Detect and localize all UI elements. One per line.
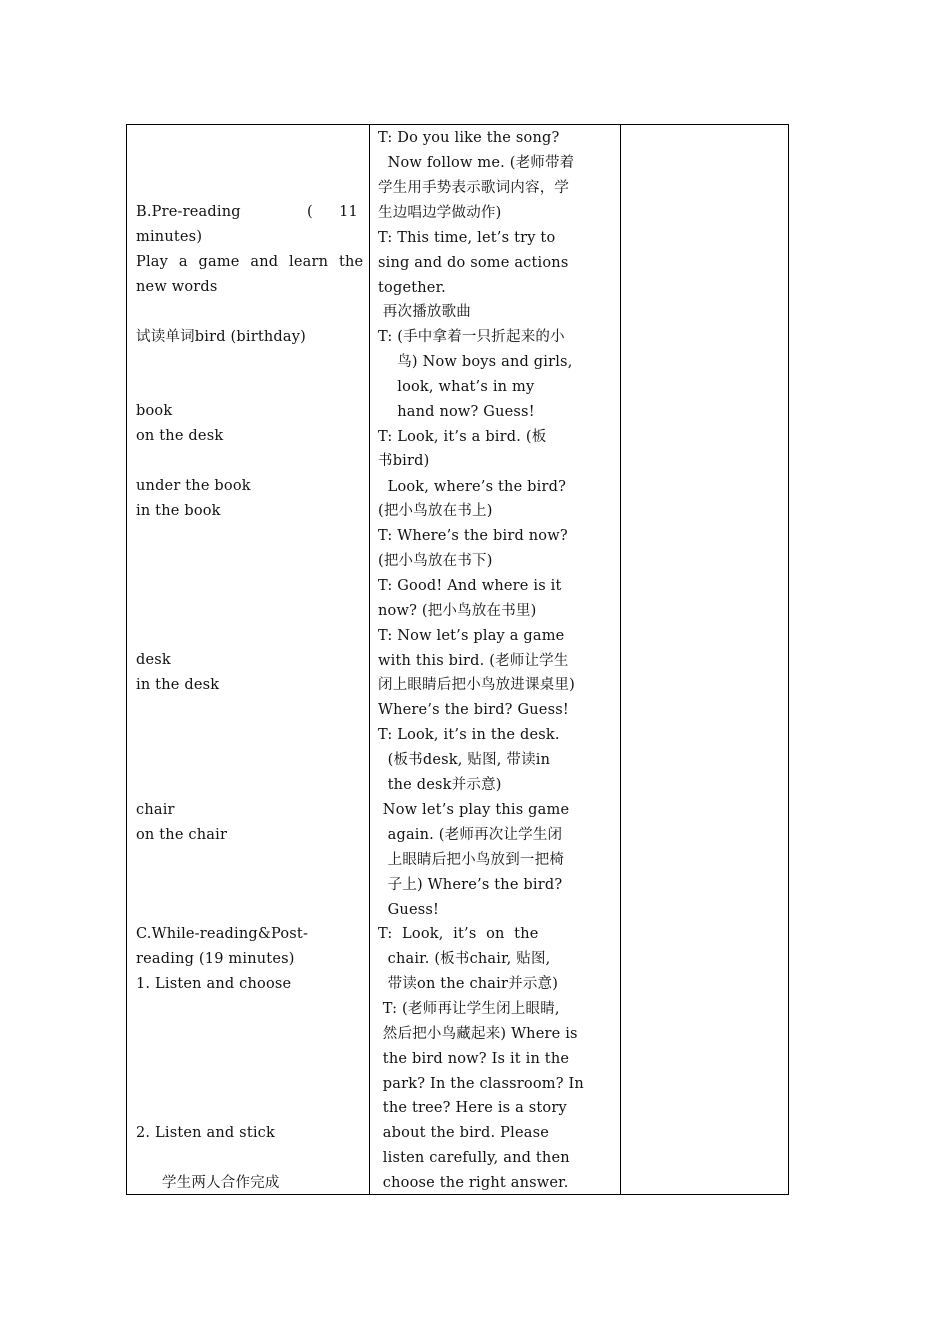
phrase-on-the-chair: on the chair xyxy=(136,827,228,843)
try-read-word: 试读单词bird (birthday) xyxy=(136,329,306,345)
teacher-script-line: park? In the classroom? In xyxy=(378,1076,584,1092)
teacher-script-line: 然后把小鸟藏起来) Where is xyxy=(378,1026,578,1042)
teacher-script-line: T: Look, it’s a bird. (板 xyxy=(378,429,547,445)
phrase-under-the-book: under the book xyxy=(136,478,251,494)
teacher-script-line: (板书desk, 贴图, 带读in xyxy=(378,752,551,768)
teacher-script-line: the bird now? Is it in the xyxy=(378,1051,570,1067)
phrase-in-the-book: in the book xyxy=(136,503,221,519)
teacher-script-line: 鸟) Now boys and girls, xyxy=(378,354,573,370)
play-game-line1: Play a game and learn the xyxy=(136,254,364,270)
notes-column xyxy=(620,125,788,1194)
teacher-script-line: T: (手中拿着一只折起来的小 xyxy=(378,329,565,345)
teacher-script-line: Where’s the bird? Guess! xyxy=(378,702,569,718)
teacher-script-line: 生边唱边学做动作) xyxy=(378,205,502,221)
pair-work-note: 学生两人合作完成 xyxy=(162,1175,280,1191)
teacher-script-line: 带读on the chair并示意) xyxy=(378,976,559,992)
teacher-script-line: T: This time, let’s try to xyxy=(378,230,556,246)
teacher-script-line: Now let’s play this game xyxy=(378,802,570,818)
pre-reading-minutes: minutes) xyxy=(136,229,203,245)
teacher-script-line: Guess! xyxy=(378,902,440,918)
teacher-script-line: hand now? Guess! xyxy=(378,404,535,420)
teacher-script-line: Look, where’s the bird? xyxy=(378,479,567,495)
step-listen-stick: 2. Listen and stick xyxy=(136,1125,275,1141)
teacher-script-line: T: (老师再让学生闭上眼睛, xyxy=(378,1001,560,1017)
teacher-script-line: Now follow me. (老师带着 xyxy=(378,155,575,171)
teacher-script-line: T: Where’s the bird now? xyxy=(378,528,568,544)
teacher-script-line: listen carefully, and then xyxy=(378,1150,570,1166)
teacher-script-line: together. xyxy=(378,280,446,296)
lesson-table xyxy=(126,124,789,1195)
teacher-script-line: look, what’s in my xyxy=(378,379,535,395)
teacher-script-column xyxy=(369,125,621,1194)
teacher-script-line: sing and do some actions xyxy=(378,255,569,271)
teacher-script-line: 闭上眼睛后把小鸟放进课桌里) xyxy=(378,677,575,693)
teacher-script-line: about the bird. Please xyxy=(378,1125,549,1141)
teacher-script-line: 学生用手势表示歌词内容，学 xyxy=(378,180,570,196)
phrase-in-the-desk: in the desk xyxy=(136,677,220,693)
teacher-script-line: chair. (板书chair, 贴图, xyxy=(378,951,551,967)
teacher-script-line: (把小鸟放在书下) xyxy=(378,553,493,569)
play-game-line2: new words xyxy=(136,279,218,295)
teacher-script-line: with this bird. (老师让学生 xyxy=(378,653,569,669)
teacher-script-line: 上眼睛后把小鸟放到一把椅 xyxy=(378,852,565,868)
phrase-on-the-desk: on the desk xyxy=(136,428,224,444)
pre-reading-heading: B.Pre-reading ( 11 xyxy=(136,204,358,220)
teacher-script-line: choose the right answer. xyxy=(378,1175,569,1191)
word-chair: chair xyxy=(136,802,175,818)
teacher-script-line: the desk并示意) xyxy=(378,777,502,793)
teacher-script-line: now? (把小鸟放在书里) xyxy=(378,603,537,619)
word-book: book xyxy=(136,403,173,419)
step-listen-choose: 1. Listen and choose xyxy=(136,976,292,992)
teacher-script-line: the tree? Here is a story xyxy=(378,1100,567,1116)
teacher-script-line: T: Look, it’s on the xyxy=(378,926,539,942)
word-desk: desk xyxy=(136,652,171,668)
teacher-script-line: T: Now let’s play a game xyxy=(378,628,565,644)
teacher-script-line: (把小鸟放在书上) xyxy=(378,503,493,519)
while-reading-minutes: reading (19 minutes) xyxy=(136,951,295,967)
teacher-script-line: 子上) Where’s the bird? xyxy=(378,877,563,893)
teacher-script-line: 书bird) xyxy=(378,453,430,469)
while-reading-heading: C.While-reading&Post- xyxy=(136,926,309,942)
teacher-script-line: T: Look, it’s in the desk. xyxy=(378,727,560,743)
teacher-script-line: again. (老师再次让学生闭 xyxy=(378,827,563,843)
teacher-script-line: 再次播放歌曲 xyxy=(378,304,472,320)
activity-column xyxy=(127,125,370,1194)
teacher-script-line: T: Do you like the song? xyxy=(378,130,560,146)
teacher-script-line: T: Good! And where is it xyxy=(378,578,562,594)
